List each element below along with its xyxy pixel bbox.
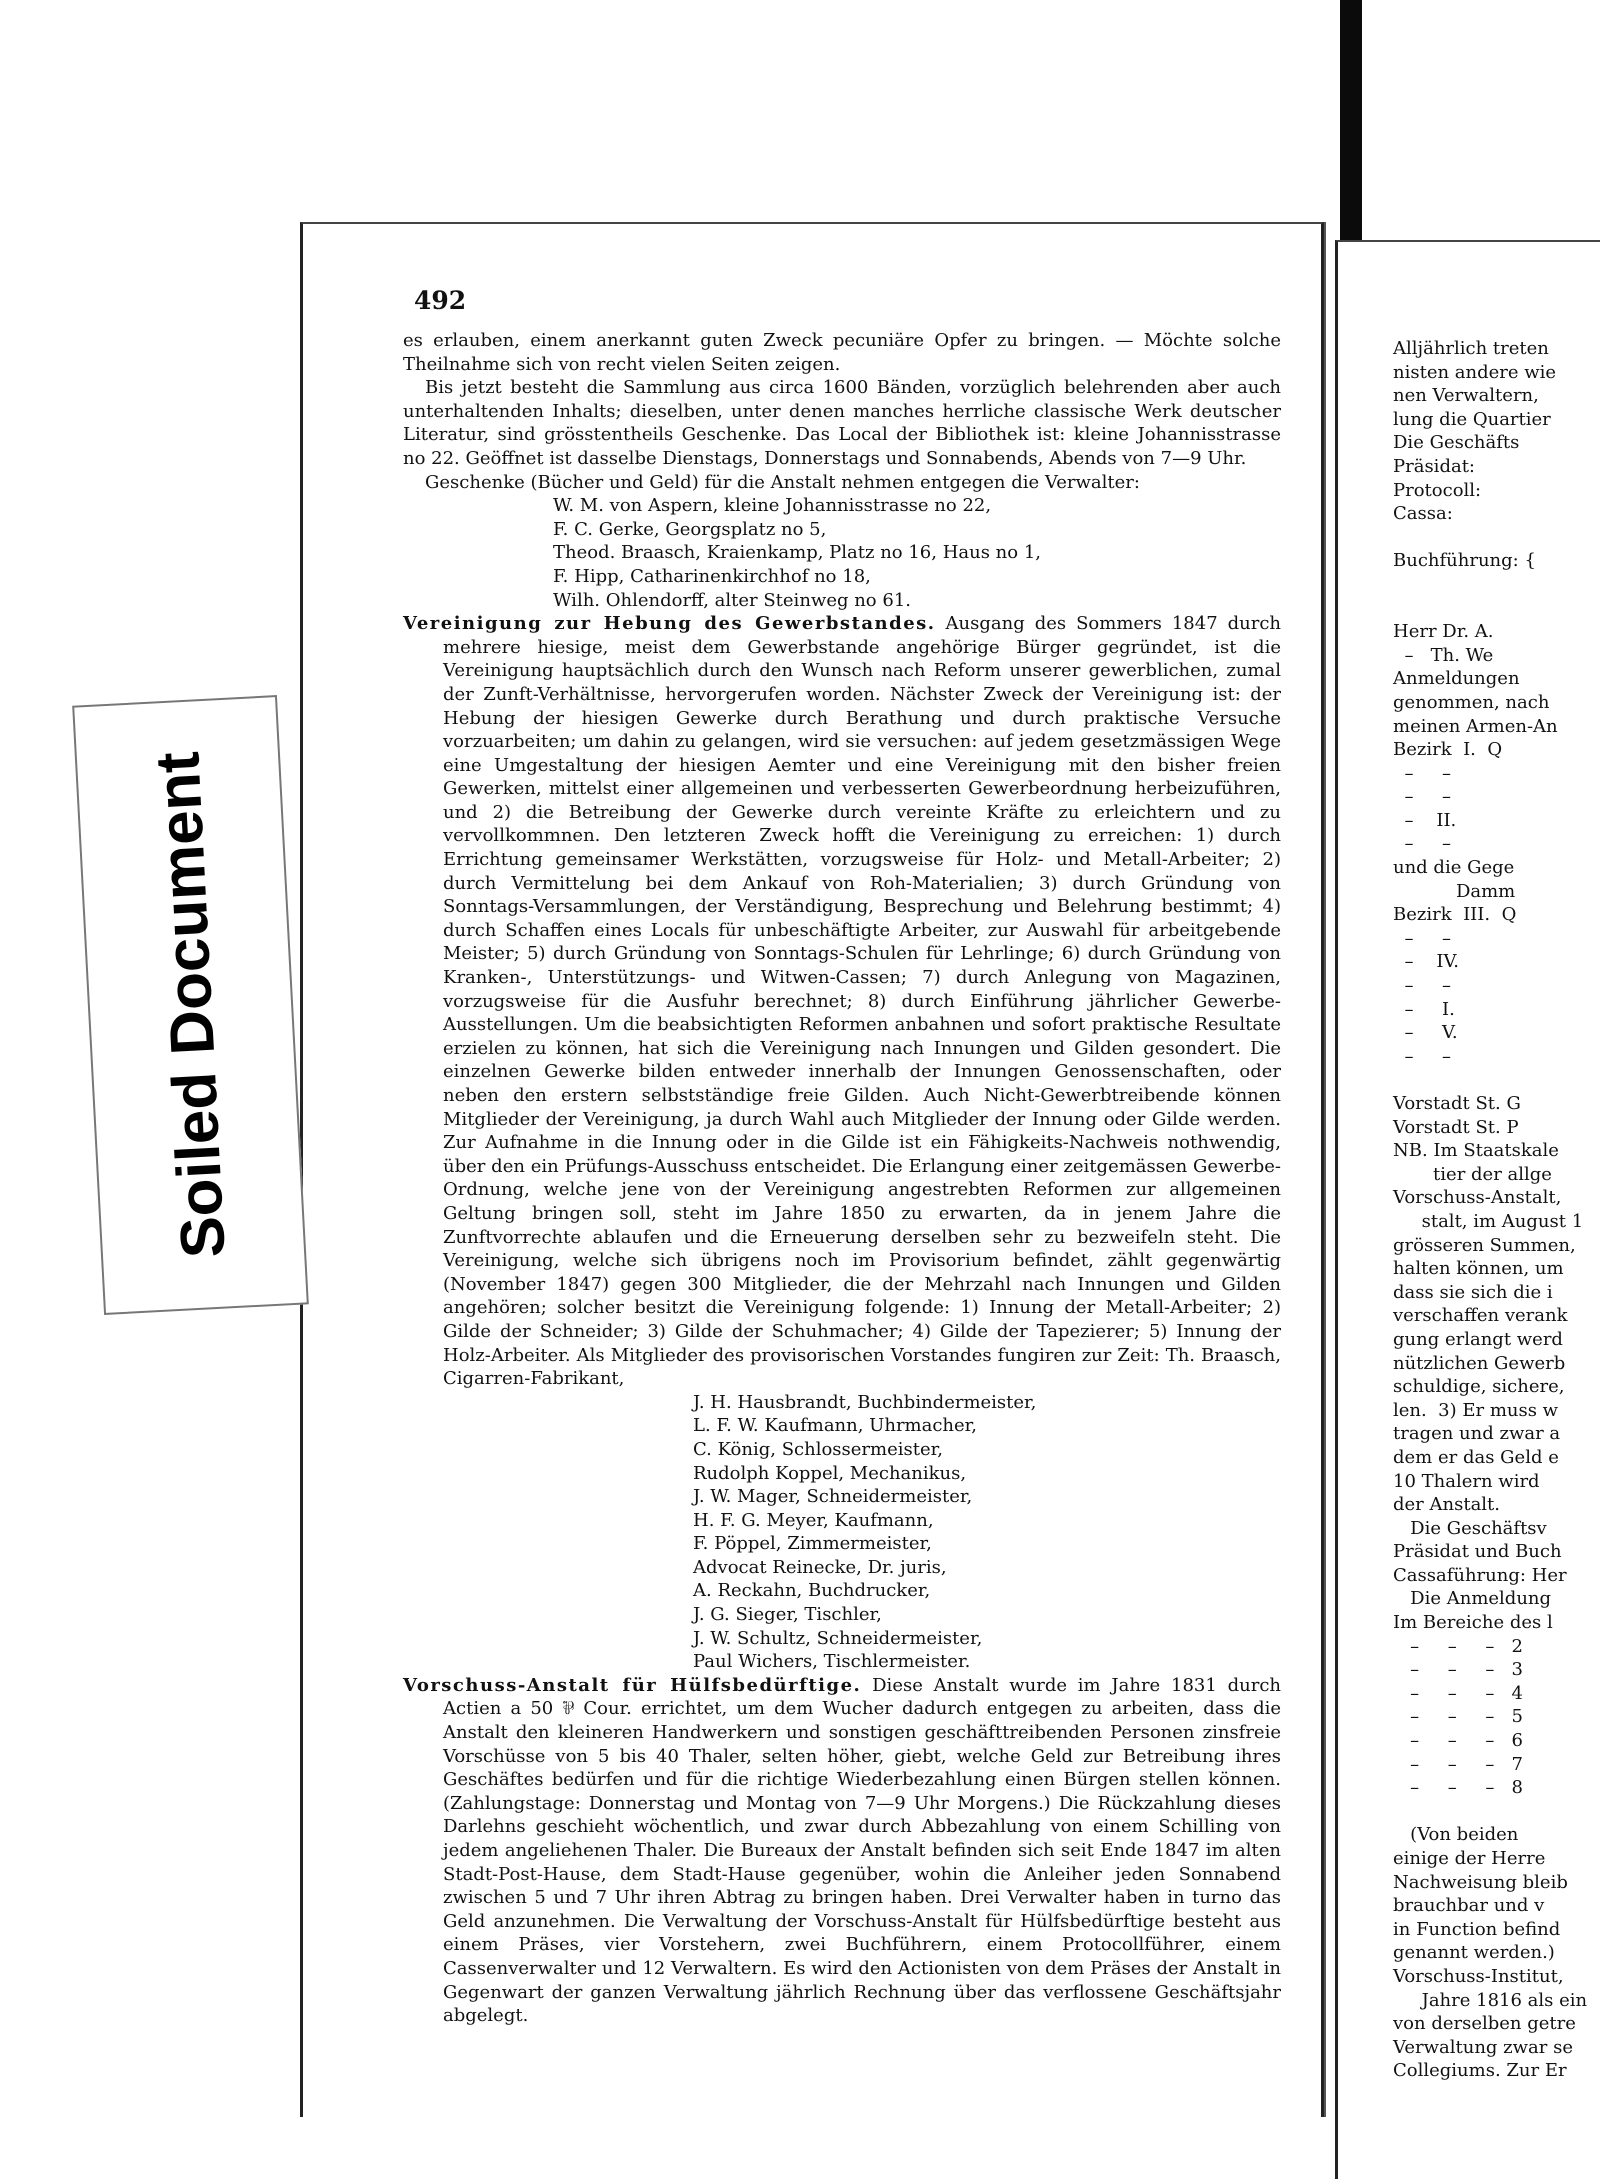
right-page-line: – Th. We (1393, 644, 1494, 666)
board-member: Rudolph Koppel, Mechanikus, (693, 1462, 967, 1484)
board-member: Paul Wichers, Tischlermeister. (693, 1651, 971, 1673)
administrator-list (403, 494, 1281, 612)
right-page-line: Cassa: (1393, 503, 1453, 525)
page-number: 492 (414, 286, 467, 315)
right-page-line: – – – 7 (1393, 1753, 1523, 1775)
board-member: J. H. Hausbrandt, Buchbindermeister, (693, 1391, 1037, 1413)
right-page-line: meinen Armen-An (1393, 715, 1558, 737)
right-page-line: in Function befind (1393, 1918, 1561, 1940)
right-page-line: – I. (1393, 998, 1455, 1020)
section-vorschuss-anstalt (403, 1674, 1281, 2028)
right-page-line: – – (1393, 975, 1452, 997)
left-page (300, 222, 1324, 2117)
right-page-line: tragen und zwar a (1393, 1423, 1561, 1445)
right-page-line: Präsidat: (1393, 455, 1475, 477)
right-page-line: genommen, nach (1393, 691, 1550, 713)
right-page-line: gung erlangt werd (1393, 1328, 1563, 1350)
right-page-line (1393, 526, 1587, 550)
right-page-line: – IV. (1393, 951, 1460, 973)
board-member-list (403, 1391, 1281, 1674)
right-page-line: halten können, um (1393, 1258, 1564, 1280)
right-page-line: – – (1393, 1045, 1452, 1067)
board-member: J. W. Schultz, Schneidermeister, (693, 1627, 983, 1649)
administrator-entry: W. M. von Aspern, kleine Johannisstrasse no 22, (553, 495, 992, 517)
board-member: F. Pöppel, Zimmermeister, (693, 1533, 932, 1555)
right-page-line: (Von beiden (1393, 1824, 1519, 1846)
right-page-line (1393, 1068, 1587, 1092)
right-page-line: Bezirk III. Q (1393, 904, 1517, 926)
right-page-line: – II. (1393, 809, 1457, 831)
section-body: Diese Anstalt wurde im Jahre 1831 durch Actien a 50 ⅌ Cour. errichtet, um dem Wucher dadurch entgegen zu arbeiten, dass die Anstalt den kleineren Handwerkern und sonstigen geschäfttreibenden Personen zinsfreie Vorschüsse von 5 bis 40 Thaler, selten höher, giebt, welche Geld zur Betreibung ihres Geschäftes bedürfen und für die richtige Wiederbezahlung einen Bürgen stellen können. (Zahlungstage: Donnerstag und Montag von 7—9 Uhr Morgens.) Die Rückzahlung dieses Darlehns geschieht wöchentlich, und zwar durch Abbezahlung von einem Schilling von jedem angeliehenen Thaler. Die Bureaux der Anstalt befinden sich seit Ende 1847 im alten Stadt-Post-Hause, dem Stadt-Hause gegenüber, wohin die Anleiher jeden Sonnabend zwischen 5 und 7 Uhr ihren Abtrag zu bringen haben. Drei Verwalter haben in turno das Geld anzunehmen. Die Verwaltung der Vorschuss-Anstalt für Hülfsbedürftige besteht aus einem Präses, vier Vorstehern, zwei Buchführern, einem Protocollführer, einem Cassenverwalter und 12 Verwaltern. Es wird den Actionisten von dem Präses der Anstalt in Gegenwart der ganzen Verwaltung jährlich Rechnung über das verflossene Geschäftsjahr abgelegt. (443, 1674, 1281, 2027)
right-page-line: nützlichen Gewerb (1393, 1352, 1566, 1374)
right-page-line: Vorschuss-Institut, (1393, 1965, 1564, 1987)
right-page-line: schuldige, sichere, (1393, 1376, 1565, 1398)
right-page-line: Verwaltung zwar se (1393, 2036, 1573, 2058)
right-page-line: Damm (1393, 880, 1516, 902)
right-page-line: grösseren Summen, (1393, 1234, 1576, 1256)
right-page-line: lung die Quartier (1393, 408, 1551, 430)
right-page-line: stalt, im August 1 (1393, 1210, 1584, 1232)
right-page-line: einige der Herre (1393, 1848, 1546, 1869)
board-member: J. W. Mager, Schneidermeister, (693, 1486, 973, 1508)
right-page-line: Buchführung: { (1393, 550, 1536, 572)
right-page-line: Anmeldungen (1393, 668, 1520, 690)
administrator-entry: F. C. Gerke, Georgsplatz no 5, (553, 518, 827, 540)
right-page-line: – – (1393, 786, 1452, 808)
right-page-line: – – – 4 (1393, 1682, 1523, 1704)
board-member: J. G. Sieger, Tischler, (693, 1604, 882, 1626)
paragraph-collection: Bis jetzt besteht die Sammlung aus circa 1600 Bänden, vorzüglich belehrenden aber auch unterhaltenden Inhalts; dieselben, unter denen manches herrliche classische Werk deutscher Literatur, sind grösstentheils Geschenke. Das Local der Bibliothek ist: kleine Johannisstrasse no 22. Geöffnet ist dasselbe Dienstags, Donnerstags und Sonnabends, Abends von 7—9 Uhr. (403, 377, 1281, 469)
right-page-line: Vorstadt St. P (1393, 1116, 1519, 1138)
right-page-line: Vorstadt St. G (1393, 1093, 1521, 1114)
right-page-line: NB. Im Staatskale (1393, 1140, 1559, 1162)
paragraph-donation-appeal: es erlauben, einem anerkannt guten Zweck pecuniäre Opfer zu bringen. — Möchte solche Theilnahme sich von recht vielen Seiten zeigen. (403, 330, 1281, 375)
right-page-line: dass sie sich die i (1393, 1281, 1553, 1303)
section-heading: Vereinigung zur Hebung des Gewerbstandes. (403, 613, 936, 635)
right-page-line: len. 3) Er muss w (1393, 1399, 1559, 1421)
right-page-line: genannt werden.) (1393, 1942, 1555, 1964)
right-page-line: – – – 6 (1393, 1730, 1523, 1752)
section-body: Ausgang des Sommers 1847 durch mehrere hiesige, meist dem Gewerbstande angehörige Bürger gegründet, ist die Vereinigung hauptsächlich durch den Wunsch nach Reform unserer gewerblichen, zumal der Zunft-Verhältnisse, hervorgerufen worden. Nächster Zweck der Vereinigung ist: der Hebung der hiesigen Gewerke durch Berathung und durch praktische Versuche vorzuarbeiten; um dahin zu gelangen, wird sie versuchen: auf jedem gesetzmässigen Wege eine Umgestaltung der hiesigen Aemter und eine Vereinigung mit den bisher freien Gewerken, mittelst einer allgemeinen und verbesserten Gewerbeordnung herbeizuführen, und 2) die Betreibung der Gewerke durch vereinte Kräfte zu erleichtern und zu vervollkommnen. Den letzteren Zweck hofft die Vereinigung zu erreichen: 1) durch Errichtung gemeinsamer Werkstätten, vorzugsweise für Holz- und Metall-Arbeiter; 2) durch Vermittelung bei dem Ankauf von Roh-Materialien; 3) durch Gründung von Sonntags-Versammlungen, der Verständigung, Besprechung und Belehrung bestimmt; 4) durch Schaffen eines Locals für unbeschäftigte Arbeiter, zur Auswahl für arbeitgebende Meister; 5) durch Gründung von Sonntags-Schulen für Lehrlinge; 6) durch Gründung von Kranken-, Unterstützungs- und Witwen-Cassen; 7) durch Anlegung von Magazinen, vorzugsweise für die Ausfuhr berechnet; 8) durch Einführung jährlicher Gewerbe-Ausstellungen. Um die beabsichtigten Reformen anbahnen und sofort praktische Resultate erzielen zu können, hat sich die Vereinigung nach Innungen und Gilden gesondert. Die einzelnen Gewerke bilden entweder innerhalb der Innungen Genossenschaften, oder neben den erstern selbstständige freie Gilden. Auch Nicht-Gewerbtreibende können Mitglieder der Vereinigung, ja durch Wahl auch Mitglieder der Innung oder Gilde werden. Zur Aufnahme in die Innung oder in die Gilde ist ein Fähigkeits-Nachweis nothwendig, über den ein Prüfungs-Ausschuss entscheidet. Die Erlangung einer zeitgemässen Gewerbe-Ordnung, welche jene von der Vereinigung angestrebten Reformen zur allgemeinen Geltung bringen soll, steht im Jahre 1850 zu erwarten, da in jenem Jahre die Zunftvorrechte ablaufen und die Erneuerung derselben sehr zu bezweifeln steht. Die Vereinigung, welche sich übrigens noch im Provisorium befindet, zählt gegenwärtig (November 1847) gegen 300 Mitglieder, die der Mehrzahl nach Innungen und Gilden angehören; solcher besitzt die Vereinigung folgende: 1) Innung der Metall-Arbeiter; 2) Gilde der Schneider; 3) Gilde der Schuhmacher; 4) Gilde der Tapezierer; 5) Innung der Holz-Arbeiter. Als Mitglieder des provisorischen Vorstandes fungiren zur Zeit: (443, 613, 1281, 1366)
right-page-line: Protocoll: (1393, 479, 1482, 501)
right-page-line: – – (1393, 927, 1452, 949)
right-page-line: – V. (1393, 1022, 1458, 1044)
right-page-line: – – – 2 (1393, 1635, 1523, 1657)
right-page-line: von derselben getre (1393, 2013, 1576, 2035)
right-page-line: Präsidat und Buch (1393, 1541, 1562, 1563)
right-page-line: Herr Dr. A. (1393, 621, 1500, 643)
board-member: L. F. W. Kaufmann, Uhrmacher, (693, 1415, 978, 1437)
right-page-line: Collegiums. Zur Er (1393, 2060, 1567, 2082)
right-page-line: Vorschuss-Anstalt, (1393, 1187, 1562, 1209)
right-page-text (1393, 337, 1587, 2083)
right-page-line: Alljährlich treten (1393, 338, 1549, 359)
right-page-line: – – – 8 (1393, 1777, 1523, 1799)
left-page-text (403, 329, 1281, 2028)
right-page (1335, 240, 1600, 2179)
right-page-line: 10 Thalern wird (1393, 1470, 1540, 1492)
right-page-line: – – (1393, 833, 1452, 855)
right-page-line (1393, 597, 1587, 621)
administrator-entry: F. Hipp, Catharinenkirchhof no 18, (553, 565, 871, 587)
board-first-member: Th. Braasch, Cigarren-Fabrikant, (443, 1344, 1281, 1390)
right-page-line: nisten andere wie (1393, 361, 1557, 383)
section-heading: Vorschuss-Anstalt für Hülfsbedürftige. (403, 1674, 862, 1696)
board-member: C. König, Schlossermeister, (693, 1438, 943, 1460)
right-page-line: nen Verwaltern, (1393, 385, 1545, 407)
right-page-line: Nachweisung bleib (1393, 1871, 1568, 1893)
right-page-line: verschaffen verank (1393, 1305, 1568, 1327)
right-page-line: – – (1393, 762, 1452, 784)
board-member: A. Reckahn, Buchdrucker, (693, 1580, 931, 1602)
right-page-line: Im Bereiche des l (1393, 1612, 1553, 1634)
right-page-line: dem er das Geld e (1393, 1446, 1559, 1468)
right-page-line: – – – 3 (1393, 1659, 1523, 1681)
right-page-line: Die Geschäftsv (1393, 1517, 1547, 1539)
right-page-line (1393, 573, 1587, 597)
stamp-text: Soiled Document (142, 750, 239, 1260)
right-page-line: und die Gege (1393, 857, 1515, 879)
right-page-line: Die Anmeldung (1393, 1588, 1552, 1610)
paragraph-gifts: Geschenke (Bücher und Geld) für die Anstalt nehmen entgegen die Verwalter: (425, 471, 1140, 493)
board-member: Advocat Reinecke, Dr. juris, (693, 1556, 947, 1578)
right-page-line: Die Geschäfts (1393, 432, 1520, 454)
right-page-line (1393, 1800, 1587, 1824)
administrator-entry: Theod. Braasch, Kraienkamp, Platz no 16, Haus no 1, (553, 542, 1042, 564)
right-page-line: Bezirk I. Q (1393, 739, 1503, 761)
scanner-edge (1340, 0, 1362, 250)
soiled-document-label (72, 695, 309, 1315)
right-page-line: – – – 5 (1393, 1706, 1523, 1728)
right-page-line: Jahre 1816 als ein (1393, 1989, 1588, 2011)
administrator-entry: Wilh. Ohlendorff, alter Steinweg no 61. (553, 589, 911, 611)
right-page-line: brauchbar und v (1393, 1895, 1545, 1917)
right-page-line: der Anstalt. (1393, 1494, 1501, 1516)
section-vereinigung (403, 612, 1281, 1391)
right-page-line: Cassaführung: Her (1393, 1564, 1567, 1586)
board-member: H. F. G. Meyer, Kaufmann, (693, 1509, 934, 1531)
right-page-line: tier der allge (1393, 1163, 1552, 1185)
